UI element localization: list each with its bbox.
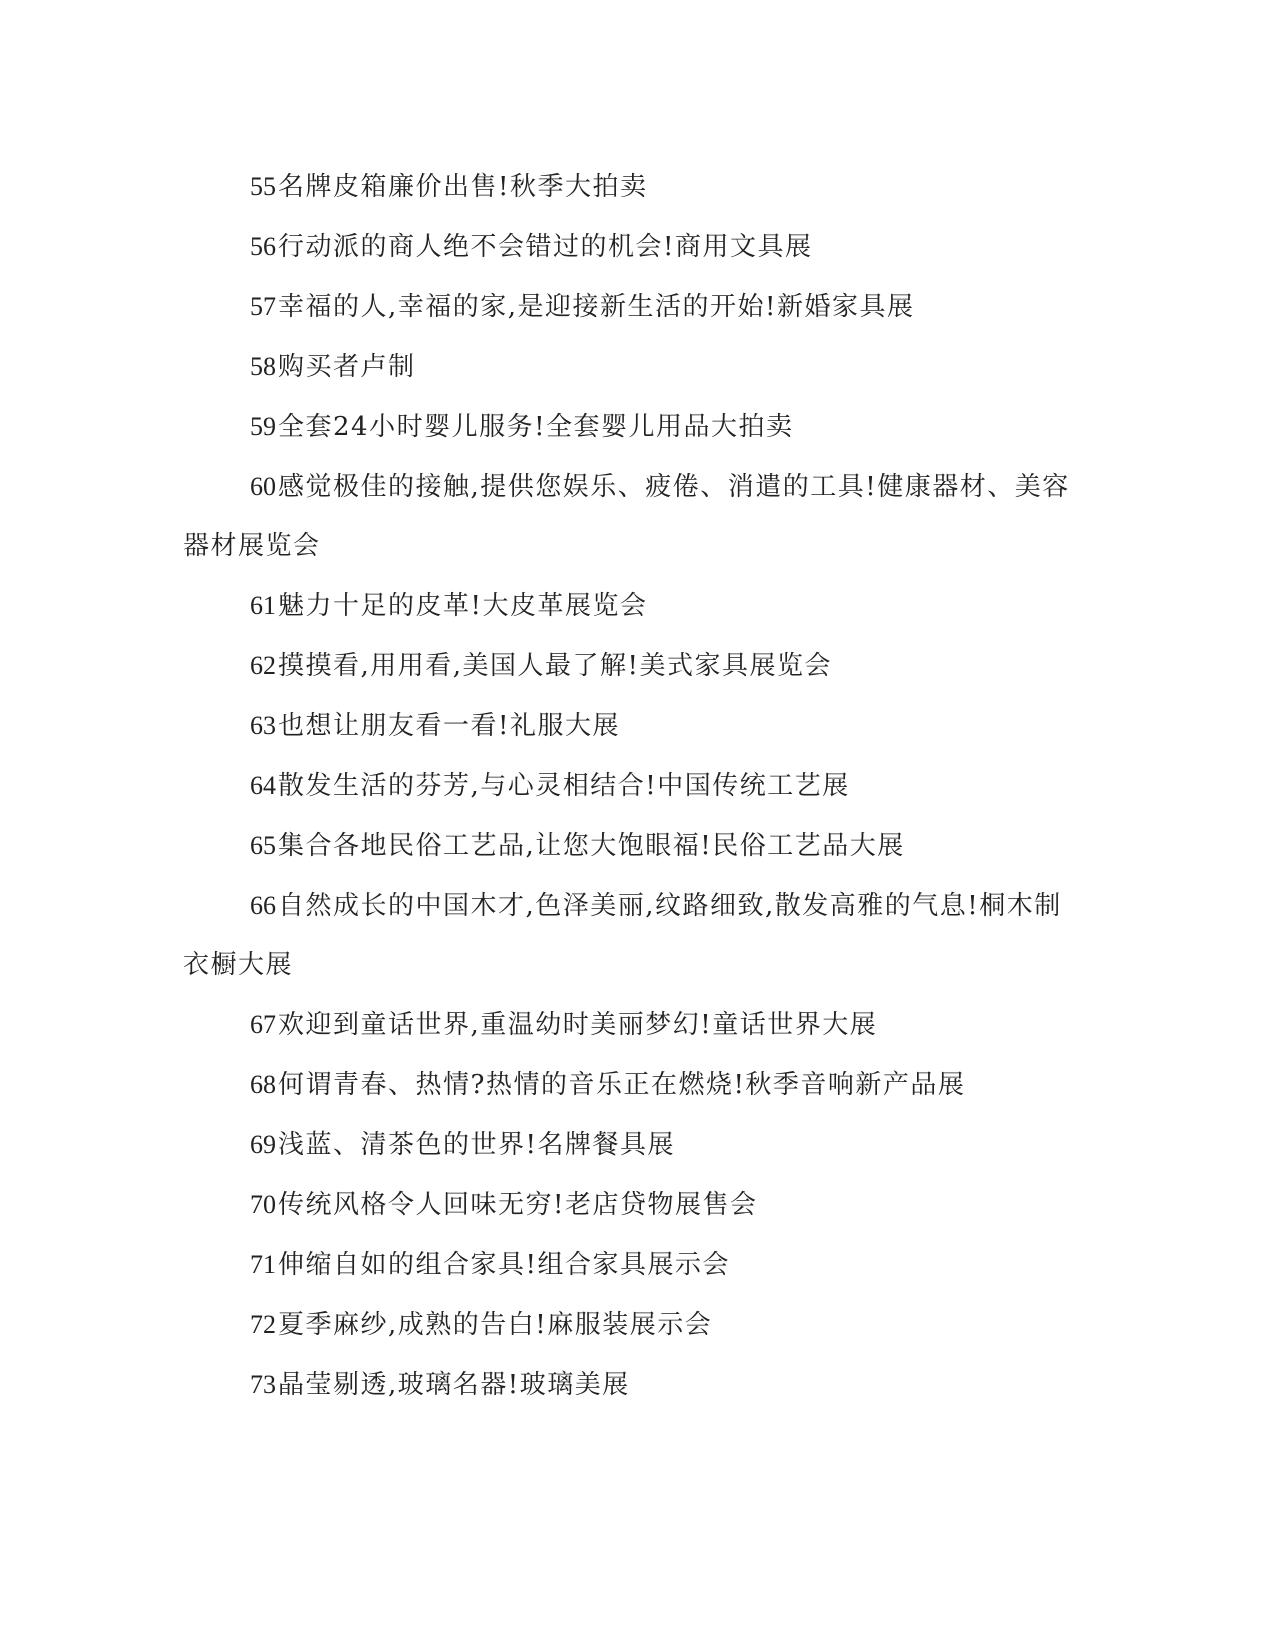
- item-number: 64: [250, 771, 276, 800]
- item-number: 59: [250, 412, 276, 441]
- list-item: [183, 995, 1073, 1055]
- item-number: 72: [250, 1310, 276, 1339]
- item-text: 也想让朋友看一看!礼服大展: [278, 711, 620, 741]
- item-number: 55: [250, 172, 276, 201]
- item-number: 71: [250, 1250, 276, 1279]
- list-item: [183, 756, 1073, 816]
- item-text: 自然成长的中国木才,色泽美丽,纹路细致,散发高雅的气息!桐木制衣橱大展: [183, 891, 1062, 980]
- item-text: 伸缩自如的组合家具!组合家具展示会: [278, 1250, 730, 1280]
- item-number: 68: [250, 1070, 276, 1099]
- list-item: [183, 457, 1073, 576]
- item-text: 集合各地民俗工艺品,让您大饱眼福!民俗工艺品大展: [278, 831, 905, 861]
- item-text: 幸福的人,幸福的家,是迎接新生活的开始!新婚家具展: [278, 292, 915, 322]
- item-number: 70: [250, 1190, 276, 1219]
- item-number: 62: [250, 651, 276, 680]
- item-text: 散发生活的芬芳,与心灵相结合!中国传统工艺展: [278, 771, 850, 801]
- list-item: [183, 217, 1073, 277]
- list-item: [183, 636, 1073, 696]
- list-item: [183, 576, 1073, 636]
- list-item: [183, 1355, 1073, 1415]
- item-number: 73: [250, 1370, 276, 1399]
- item-number: 58: [250, 352, 276, 381]
- item-number: 67: [250, 1010, 276, 1039]
- list-item: [183, 816, 1073, 876]
- document-body: [183, 157, 1073, 1415]
- list-item: [183, 876, 1073, 995]
- item-number: 60: [250, 472, 276, 501]
- item-text: 行动派的商人绝不会错过的机会!商用文具展: [278, 232, 813, 262]
- item-text: 购买者卢制: [278, 352, 416, 382]
- item-text: 晶莹剔透,玻璃名器!玻璃美展: [278, 1370, 630, 1400]
- item-text: 感觉极佳的接触,提供您娱乐、疲倦、消遣的工具!健康器材、美容器材展览会: [183, 472, 1070, 561]
- item-text: 何谓青春、热情?热情的音乐正在燃烧!秋季音响新产品展: [278, 1070, 966, 1100]
- item-number: 65: [250, 831, 276, 860]
- item-text: 欢迎到童话世界,重温幼时美丽梦幻!童话世界大展: [278, 1010, 878, 1040]
- item-number: 57: [250, 292, 276, 321]
- list-item: [183, 157, 1073, 217]
- item-text: 传统风格令人回味无穷!老店贷物展售会: [278, 1190, 758, 1220]
- list-item: [183, 696, 1073, 756]
- list-item: [183, 1295, 1073, 1355]
- item-text: 魅力十足的皮革!大皮革展览会: [278, 591, 648, 621]
- list-item: [183, 1055, 1073, 1115]
- item-text: 浅蓝、清茶色的世界!名牌餐具展: [278, 1130, 675, 1160]
- item-number: 61: [250, 591, 276, 620]
- item-number: 69: [250, 1130, 276, 1159]
- item-number: 63: [250, 711, 276, 740]
- list-item: [183, 1235, 1073, 1295]
- list-item: [183, 1175, 1073, 1235]
- list-item: [183, 1115, 1073, 1175]
- item-number: 66: [250, 891, 276, 920]
- item-text: 摸摸看,用用看,美国人最了解!美式家具展览会: [278, 651, 832, 681]
- list-item: [183, 397, 1073, 457]
- list-item: [183, 337, 1073, 397]
- list-item: [183, 277, 1073, 337]
- item-text: 夏季麻纱,成熟的告白!麻服装展示会: [278, 1310, 713, 1340]
- item-number: 56: [250, 232, 276, 261]
- item-text: 名牌皮箱廉价出售!秋季大拍卖: [278, 172, 648, 202]
- item-text: 全套24小时婴儿服务!全套婴儿用品大拍卖: [278, 412, 794, 442]
